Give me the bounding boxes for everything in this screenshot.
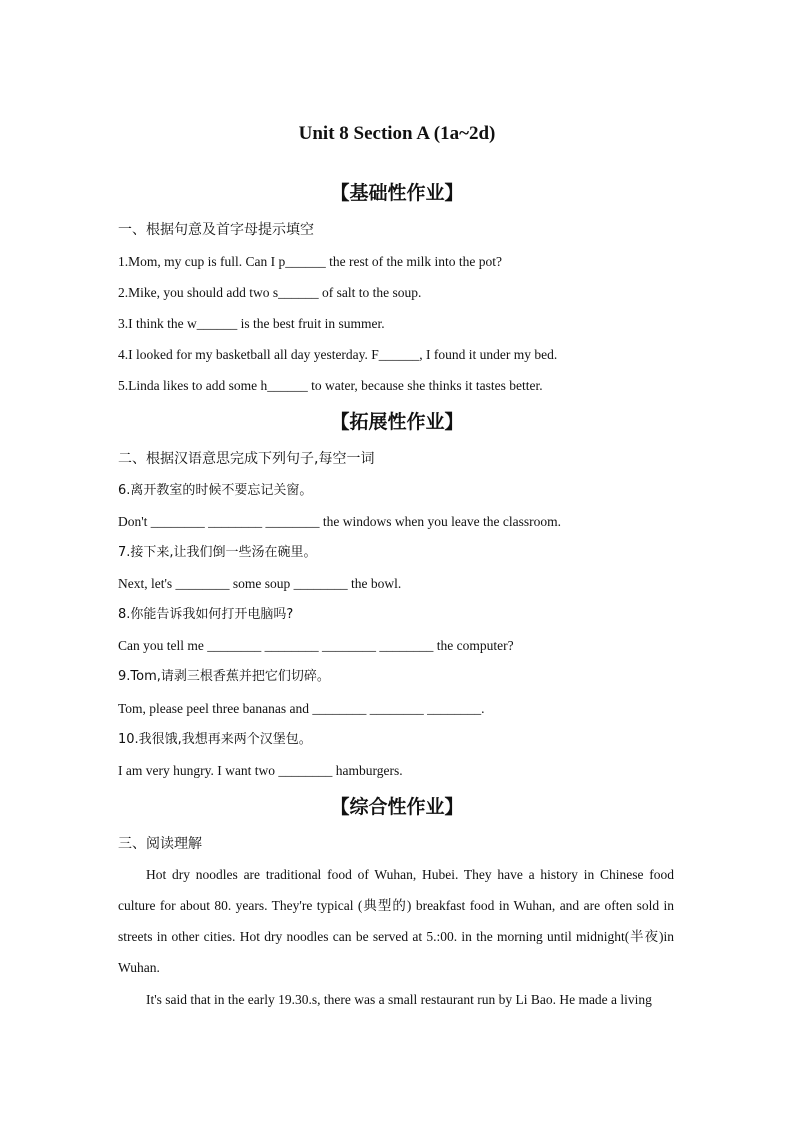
part2-item-7-english: Next, let's ________ some soup ________ the bowl. <box>118 576 402 591</box>
part1-item-3: 3.I think the w______ is the best fruit in summer. <box>118 316 385 331</box>
part1-item-4: 4.I looked for my basketball all day yesterday. F______, I found it under my bed. <box>118 347 558 362</box>
part2-item-6-chinese: 6.离开教室的时候不要忘记关窗。 <box>118 483 313 498</box>
section-heading-basic: 【基础性作业】 <box>330 182 464 204</box>
section-heading-extended: 【拓展性作业】 <box>330 411 464 433</box>
part3-heading: 三、阅读理解 <box>118 836 202 852</box>
part2-item-6-english: Don't ________ ________ ________ the windows when you leave the classroom. <box>118 514 562 529</box>
part2-item-8-chinese: 8.你能告诉我如何打开电脑吗? <box>118 607 294 622</box>
part2-item-10-chinese: 10.我很饿,我想再来两个汉堡包。 <box>118 732 312 747</box>
part1-item-2: 2.Mike, you should add two s______ of salt to the soup. <box>118 285 422 300</box>
part2-heading: 二、根据汉语意思完成下列句子,每空一词 <box>118 451 375 467</box>
part2-item-9-english: Tom, please peel three bananas and ________ ________ ________. <box>118 701 485 716</box>
part2-item-7-chinese: 7.接下来,让我们倒一些汤在碗里。 <box>118 545 317 560</box>
section-heading-comprehensive: 【综合性作业】 <box>330 796 464 818</box>
part2-item-8-english: Can you tell me ________ ________ ________ ________ the computer? <box>118 638 514 653</box>
page-title: Unit 8 Section A (1a~2d) <box>298 123 496 144</box>
part1-item-1: 1.Mom, my cup is full. Can I p______ the rest of the milk into the pot? <box>118 254 502 269</box>
reading-paragraph-2 <box>118 984 674 1015</box>
reading-paragraph-1-text: Hot dry noodles are traditional food of Wuhan, Hubei. They have a history in Chinese food culture for about 80. years. They're typical (典型的) breakfast food in Wuhan, and are often sold in streets in other cities. Hot dry noodles can be served at 5.:00. in the morning until midnight(半夜)in Wuhan. <box>118 867 674 975</box>
part2-item-9-chinese: 9.Tom,请剥三根香蕉并把它们切碎。 <box>118 669 330 684</box>
part1-item-5: 5.Linda likes to add some h______ to water, because she thinks it tastes better. <box>118 378 543 393</box>
reading-paragraph-2-text: It's said that in the early 19.30.s, there was a small restaurant run by Li Bao. He made a living <box>146 992 652 1007</box>
part1-heading: 一、根据句意及首字母提示填空 <box>118 222 314 238</box>
reading-paragraph-1 <box>118 859 674 983</box>
part2-item-10-english: I am very hungry. I want two ________ hamburgers. <box>118 763 403 778</box>
